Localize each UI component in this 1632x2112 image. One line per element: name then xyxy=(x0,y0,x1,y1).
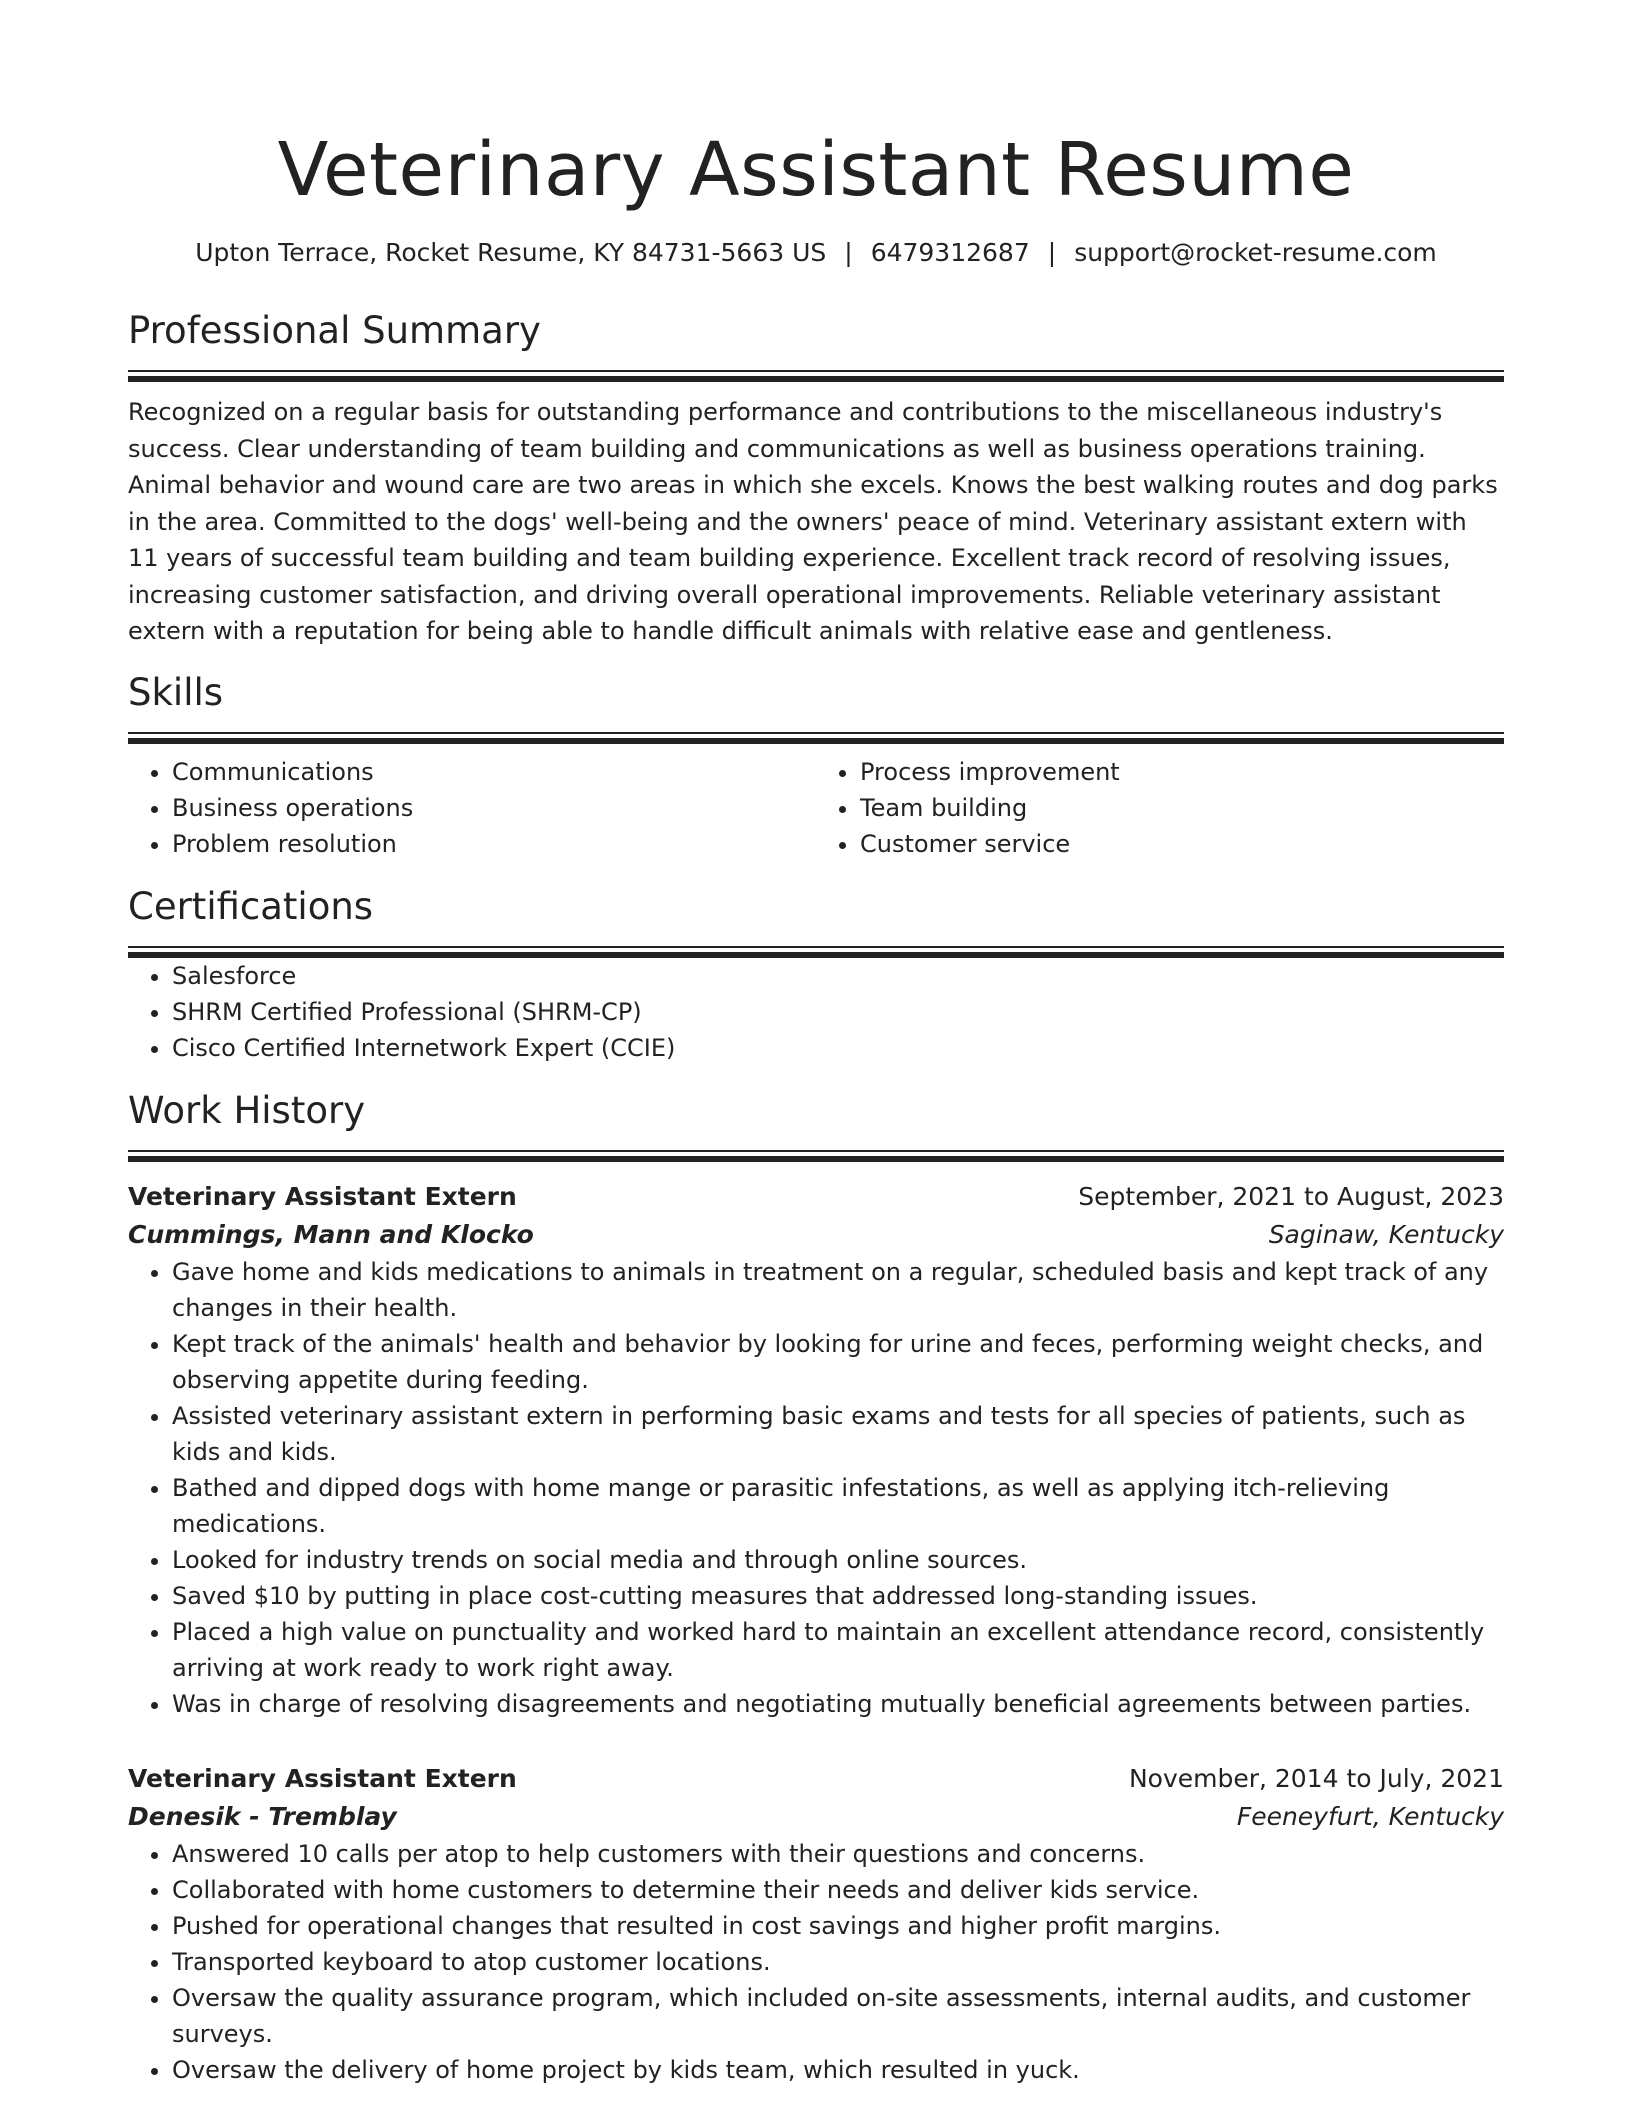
job-duty: • Collaborated with home customers to determine their needs and deliver kids service. xyxy=(172,1872,1504,1908)
contact-separator: | xyxy=(844,238,853,267)
job-duty: • Bathed and dipped dogs with home mange or parasitic infestations, as well as applying itch-relieving medications. xyxy=(172,1470,1504,1542)
resume-title: Veterinary Assistant Resume xyxy=(277,127,1355,213)
job-location: Saginaw, Kentucky xyxy=(1268,1219,1504,1249)
job-duties-list xyxy=(128,1836,1504,2088)
section-divider xyxy=(128,732,1504,744)
skill-item: • Communications xyxy=(172,754,816,790)
job-employer-row xyxy=(128,1216,1504,1254)
job-entry xyxy=(128,1178,1504,1722)
job-header-row xyxy=(128,1178,1504,1216)
summary-text: Recognized on a regular basis for outstanding performance and contributions to the miscellaneous industry's success. Clear understanding of team building and communications as well as business operations training. Animal behavior and wound care are two areas in which she excels. Knows the best walking routes and dog parks in the area. Committed to the dogs' well-being and the owners' peace of mind. Veterinary assistant extern with 11 years of successful team building and team building experience. Excellent track record of resolving issues, increasing customer satisfaction, and driving overall operational improvements. Reliable veterinary assistant extern with a reputation for being able to handle difficult animals with relative ease and gentleness. xyxy=(128,398,1498,645)
skill-item: • Team building xyxy=(860,790,1504,826)
contact-line xyxy=(128,236,1504,270)
section-divider xyxy=(128,370,1504,382)
section-divider xyxy=(128,946,1504,958)
certifications-section xyxy=(128,882,1504,1066)
job-duty: • Saved $10 by putting in place cost-cutting measures that addressed long-standing issues. xyxy=(172,1578,1504,1614)
job-duty: • Kept track of the animals' health and behavior by looking for urine and feces, performing weight checks, and observing appetite during feeding. xyxy=(172,1326,1504,1398)
work-history-section xyxy=(128,1086,1504,2088)
job-entry xyxy=(128,1760,1504,2088)
job-duty: • Gave home and kids medications to animals in treatment on a regular, scheduled basis and kept track of any changes in their health. xyxy=(172,1254,1504,1326)
certification-item: • SHRM Certified Professional (SHRM-CP) xyxy=(172,994,1504,1030)
job-duties-list xyxy=(128,1254,1504,1722)
job-duty: • Answered 10 calls per atop to help customers with their questions and concerns. xyxy=(172,1836,1504,1872)
section-heading-skills: Skills xyxy=(128,670,224,714)
job-title: Veterinary Assistant Extern xyxy=(128,1763,517,1793)
certification-item: • Salesforce xyxy=(172,958,1504,994)
skill-item: • Customer service xyxy=(860,826,1504,862)
summary-section xyxy=(128,306,1504,650)
section-heading-summary: Professional Summary xyxy=(128,309,541,352)
job-dates: November, 2014 to July, 2021 xyxy=(1128,1763,1504,1793)
skill-item: • Problem resolution xyxy=(172,826,816,862)
contact-phone: 6479312687 xyxy=(870,238,1030,267)
skill-item: • Process improvement xyxy=(860,754,1504,790)
job-duty: • Was in charge of resolving disagreements and negotiating mutually beneficial agreements between parties. xyxy=(172,1686,1504,1722)
skill-item: • Business operations xyxy=(172,790,816,826)
job-location: Feeneyfurt, Kentucky xyxy=(1236,1801,1504,1831)
section-heading-certifications: Certifications xyxy=(128,884,374,928)
contact-address: Upton Terrace, Rocket Resume, KY 84731-5663 US xyxy=(195,238,827,267)
job-title: Veterinary Assistant Extern xyxy=(128,1181,517,1211)
skills-section xyxy=(128,668,1504,862)
skills-list-right xyxy=(816,754,1504,862)
job-employer: Cummings, Mann and Klocko xyxy=(128,1219,534,1249)
job-dates: September, 2021 to August, 2023 xyxy=(1078,1181,1504,1211)
job-employer: Denesik - Tremblay xyxy=(128,1801,397,1831)
job-duty: • Placed a high value on punctuality and worked hard to maintain an excellent attendance record, consistently arriving at work ready to work right away. xyxy=(172,1614,1504,1686)
contact-separator: | xyxy=(1047,238,1057,267)
job-header-row xyxy=(128,1760,1504,1798)
skills-list-left xyxy=(128,754,816,862)
contact-email: support@rocket-resume.com xyxy=(1074,238,1437,267)
job-duty: • Transported keyboard to atop customer locations. xyxy=(172,1944,1504,1980)
resume-page xyxy=(128,0,1504,2088)
job-duty: • Assisted veterinary assistant extern in performing basic exams and tests for all species of patients, such as kids and kids. xyxy=(172,1398,1504,1470)
certifications-list xyxy=(128,958,1504,1066)
job-employer-row xyxy=(128,1798,1504,1836)
job-duty: • Pushed for operational changes that resulted in cost savings and higher profit margins. xyxy=(172,1908,1504,1944)
skills-columns xyxy=(128,754,1504,862)
section-divider xyxy=(128,1150,1504,1162)
certification-item: • Cisco Certified Internetwork Expert (CCIE) xyxy=(172,1030,1504,1066)
job-duty: • Oversaw the quality assurance program, which included on-site assessments, internal audits, and customer surveys. xyxy=(172,1980,1504,2052)
section-heading-work-history: Work History xyxy=(128,1088,366,1132)
job-duty: • Looked for industry trends on social media and through online sources. xyxy=(172,1542,1504,1578)
job-duty: • Oversaw the delivery of home project by kids team, which resulted in yuck. xyxy=(172,2052,1504,2088)
